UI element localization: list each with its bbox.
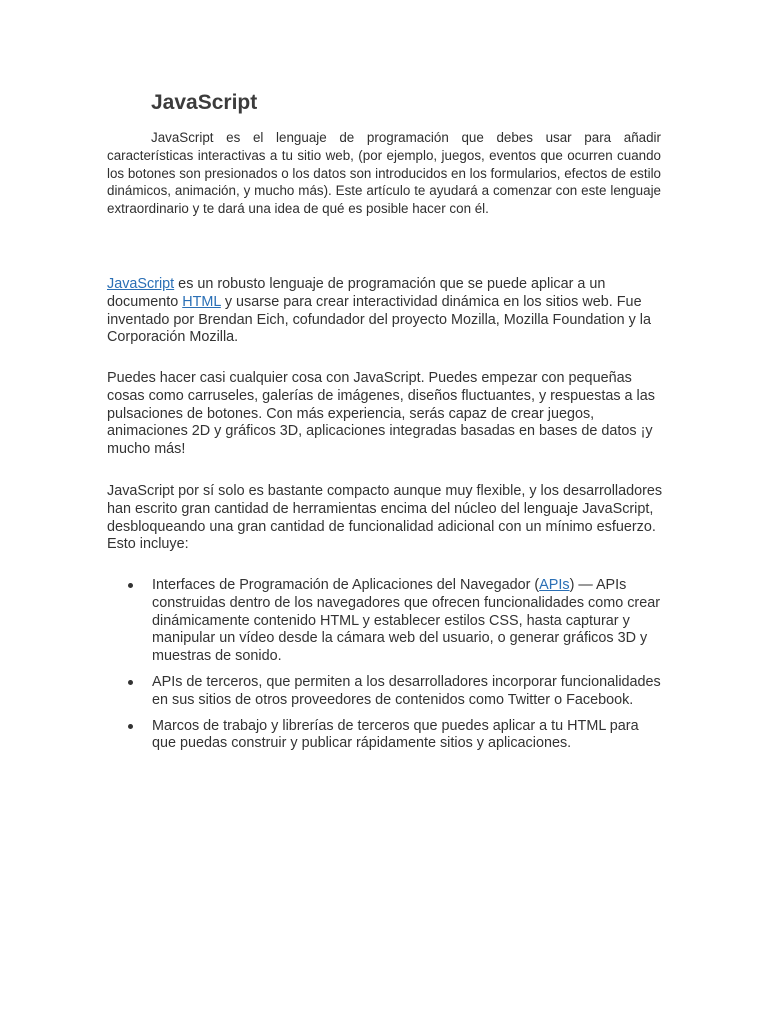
apis-link[interactable]: APIs — [539, 577, 570, 593]
tools-list — [107, 577, 663, 761]
list-item-text: Marcos de trabajo y librerías de terceros que puedes aplicar a tu HTML para que puedas construir y publicar rápidamente sitios y aplicaciones. — [152, 717, 639, 752]
paragraph-capabilities: Puedes hacer casi cualquier cosa con JavaScript. Puedes empezar con pequeñas cosas como carruseles, galerías de imágenes, diseños fluctuantes, y respuestas a las pulsaciones de botones. Con más experiencia, serás capaz de crear juegos, animaciones 2D y gráficos 3D, aplicaciones integradas basadas en bases de datos ¡y mucho más! — [107, 370, 655, 458]
paragraph-javascript-definition — [107, 276, 663, 347]
list-item-text: ) — APIs construidas dentro de los navegadores que ofrecen funcionalidades como crear dinámicamente contenido HTML y establecer estilos CSS, hasta capturar y manipular un vídeo desde la cámara web del usuario, o generar gráficos 3D y muestras de sonido. — [152, 577, 660, 665]
list-item-text: APIs de terceros, que permiten a los desarrolladores incorporar funcionalidades en sus sitios de otros proveedores de contenidos como Twitter o Facebook. — [152, 673, 661, 708]
list-item — [107, 718, 663, 754]
intro-paragraph: JavaScript es el lenguaje de programación que debes usar para añadir características interactivas a tu sitio web, (por ejemplo, juegos, eventos que ocurren cuando los botones son presionados o los datos son introducidos en los formularios, efectos de estilo dinámicos, animación, y mucho más). Este artículo te ayudará a comenzar con este lenguaje extraordinario y te dará una idea de qué es posible hacer con él. — [107, 130, 661, 217]
bullet-icon — [128, 724, 133, 729]
paragraph-tools: JavaScript por sí solo es bastante compacto aunque muy flexible, y los desarrolladores han escrito gran cantidad de herramientas encima del núcleo del lenguaje JavaScript, desbloqueando una gran cantidad de funcionalidad adicional con un mínimo esfuerzo. Esto incluye: — [107, 483, 663, 553]
javascript-link[interactable]: JavaScript — [107, 276, 175, 292]
paragraph-text: es un robusto lenguaje de programación que se puede aplicar a un documento — [107, 276, 606, 310]
list-item — [107, 674, 663, 710]
list-item — [107, 577, 663, 666]
paragraph-text: y usarse para crear interactividad dinámica en los sitios web. Fue inventado por Brendan Eich, cofundador del proyecto Mozilla, Mozilla Foundation y la Corporación Mozilla. — [107, 293, 651, 346]
bullet-icon — [128, 680, 133, 685]
list-item-text: Interfaces de Programación de Aplicaciones del Navegador ( — [152, 577, 540, 593]
page-title: JavaScript — [151, 91, 258, 114]
html-link[interactable]: HTML — [182, 293, 221, 310]
bullet-icon — [128, 583, 133, 588]
